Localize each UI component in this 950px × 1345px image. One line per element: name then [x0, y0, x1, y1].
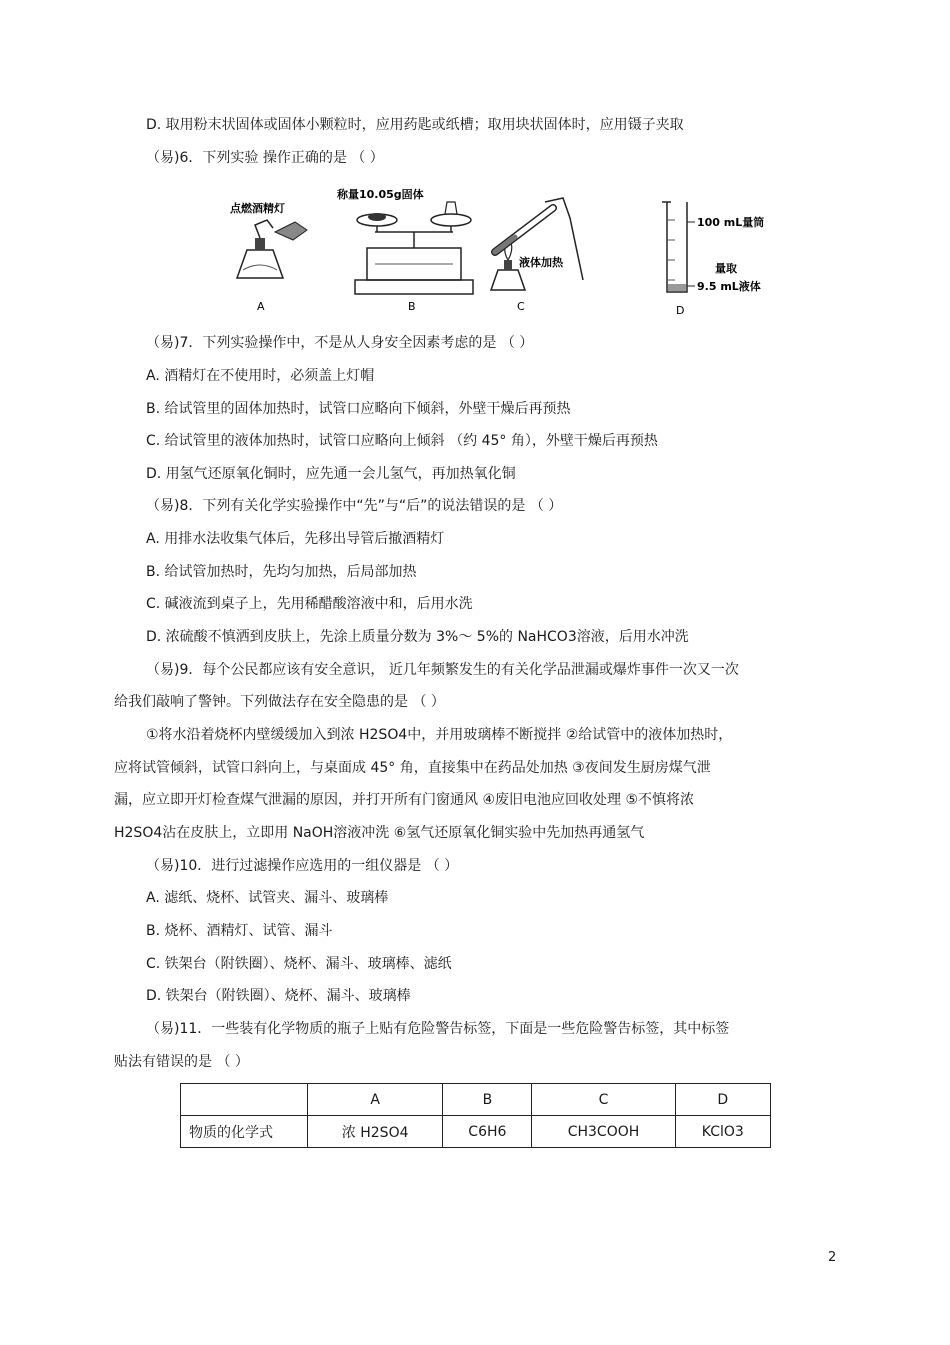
table-header-cell: C: [532, 1084, 675, 1116]
figure-b-caption: B: [408, 300, 416, 313]
figure-b-balance: [336, 187, 473, 313]
table-header-cell: A: [308, 1084, 443, 1116]
figure-a-alcohol-lamp: [230, 201, 307, 313]
table-header-cell: [181, 1084, 308, 1116]
q9-items-line2: 应将试管倾斜，试管口斜向上，与桌面成 45° 角，直接集中在药品处加热 ③夜间发生厨房煤气泄: [114, 760, 711, 776]
figure-c-caption: C: [517, 300, 525, 313]
figure-d-caption: D: [676, 304, 685, 317]
table-cell: C6H6: [443, 1116, 532, 1148]
q8-option-c: C. 碱液流到桌子上，先用稀醋酸溶液中和，后用水洗: [146, 596, 473, 612]
apparatus-illustration: [215, 180, 775, 320]
q6-stem: （易)6．下列实验 操作正确的是 （ ）: [146, 150, 384, 166]
q9-items-line1: ①将水沿着烧杯内壁缓缓加入到浓 H2SO4中，并用玻璃棒不断搅拌 ②给试管中的液体加热时，: [146, 727, 733, 743]
q7-option-b: B. 给试管里的固体加热时，试管口应略向下倾斜，外壁干燥后再预热: [146, 401, 571, 417]
q6-figure: [215, 180, 775, 320]
q8-option-b: B. 给试管加热时，先均匀加热，后局部加热: [146, 564, 417, 580]
q11-stem-line2: 贴法有错误的是 （ ）: [114, 1054, 249, 1070]
q10-option-d: D. 铁架台（附铁圈）、烧杯、漏斗、玻璃棒: [146, 988, 411, 1004]
q9-items-line4: H2SO4沾在皮肤上，立即用 NaOH溶液冲洗 ⑥氢气还原氧化铜实验中先加热再通氢气: [114, 825, 645, 841]
table-row-head: 物质的化学式: [181, 1116, 308, 1148]
figure-b-label: 称量10.05g固体: [337, 188, 424, 201]
q5-option-d: D. 取用粉末状固体或固体小颗粒时，应用药匙或纸槽；取用块状固体时，应用镊子夹取: [146, 117, 684, 133]
q7-option-a: A. 酒精灯在不使用时，必须盖上灯帽: [146, 368, 375, 384]
q7-option-c: C. 给试管里的液体加热时，试管口应略向上倾斜 （约 45° 角），外壁干燥后再预热: [146, 433, 658, 449]
q9-stem-line2: 给我们敲响了警钟。下列做法存在安全隐患的是 （ ）: [114, 694, 445, 710]
figure-c-heating-test-tube: [491, 198, 583, 313]
q9-stem-line1: （易)9．每个公民都应该有安全意识， 近几年频繁发生的有关化学品泄漏或爆炸事件一次又一次: [146, 662, 739, 678]
figure-c-label: 液体加热: [519, 256, 563, 269]
q8-stem: （易)8．下列有关化学实验操作中“先”与“后”的说法错误的是 （ ）: [146, 498, 563, 514]
q10-option-a: A. 滤纸、烧杯、试管夹、漏斗、玻璃棒: [146, 890, 389, 906]
q11-stem-line1: （易)11．一些装有化学物质的瓶子上贴有危险警告标签，下面是一些危险警告标签，其中标签: [146, 1021, 730, 1037]
figure-a-label: 点燃酒精灯: [230, 202, 285, 215]
q9-items-line3: 漏，应立即开灯检查煤气泄漏的原因，并打开所有门窗通风 ④废旧电池应回收处理 ⑤不慎将浓: [114, 792, 694, 808]
table-header-row: [181, 1084, 771, 1116]
q10-option-c: C. 铁架台（附铁圈）、烧杯、漏斗、玻璃棒、滤纸: [146, 956, 452, 972]
table-row: [181, 1116, 771, 1148]
figure-d-label-cylinder: 100 mL量筒: [697, 216, 765, 229]
q11-table: [180, 1083, 771, 1148]
q8-option-d: D. 浓硫酸不慎洒到皮肤上，先涂上质量分数为 3%～ 5%的 NaHCO3溶液，后用水冲洗: [146, 629, 689, 645]
figure-a-caption: A: [257, 300, 265, 313]
table-header-cell: B: [443, 1084, 532, 1116]
table-cell: KClO3: [675, 1116, 770, 1148]
page-number: 2: [828, 1250, 837, 1265]
figure-d-label-volume: 9.5 mL液体: [697, 280, 761, 293]
table-header-cell: D: [675, 1084, 770, 1116]
q7-stem: （易)7．下列实验操作中，不是从人身安全因素考虑的是 （ ）: [146, 335, 534, 351]
figure-d-label-measure: 量取: [715, 262, 737, 275]
q10-option-b: B. 烧杯、酒精灯、试管、漏斗: [146, 923, 333, 939]
table-cell: 浓 H2SO4: [308, 1116, 443, 1148]
table-cell: CH3COOH: [532, 1116, 675, 1148]
q10-stem: （易)10．进行过滤操作应选用的一组仪器是 （ ）: [146, 858, 459, 874]
q8-option-a: A. 用排水法收集气体后，先移出导管后撤酒精灯: [146, 531, 445, 547]
q7-option-d: D. 用氢气还原氧化铜时，应先通一会儿氢气，再加热氧化铜: [146, 466, 516, 482]
figure-d-graduated-cylinder: [662, 202, 764, 317]
